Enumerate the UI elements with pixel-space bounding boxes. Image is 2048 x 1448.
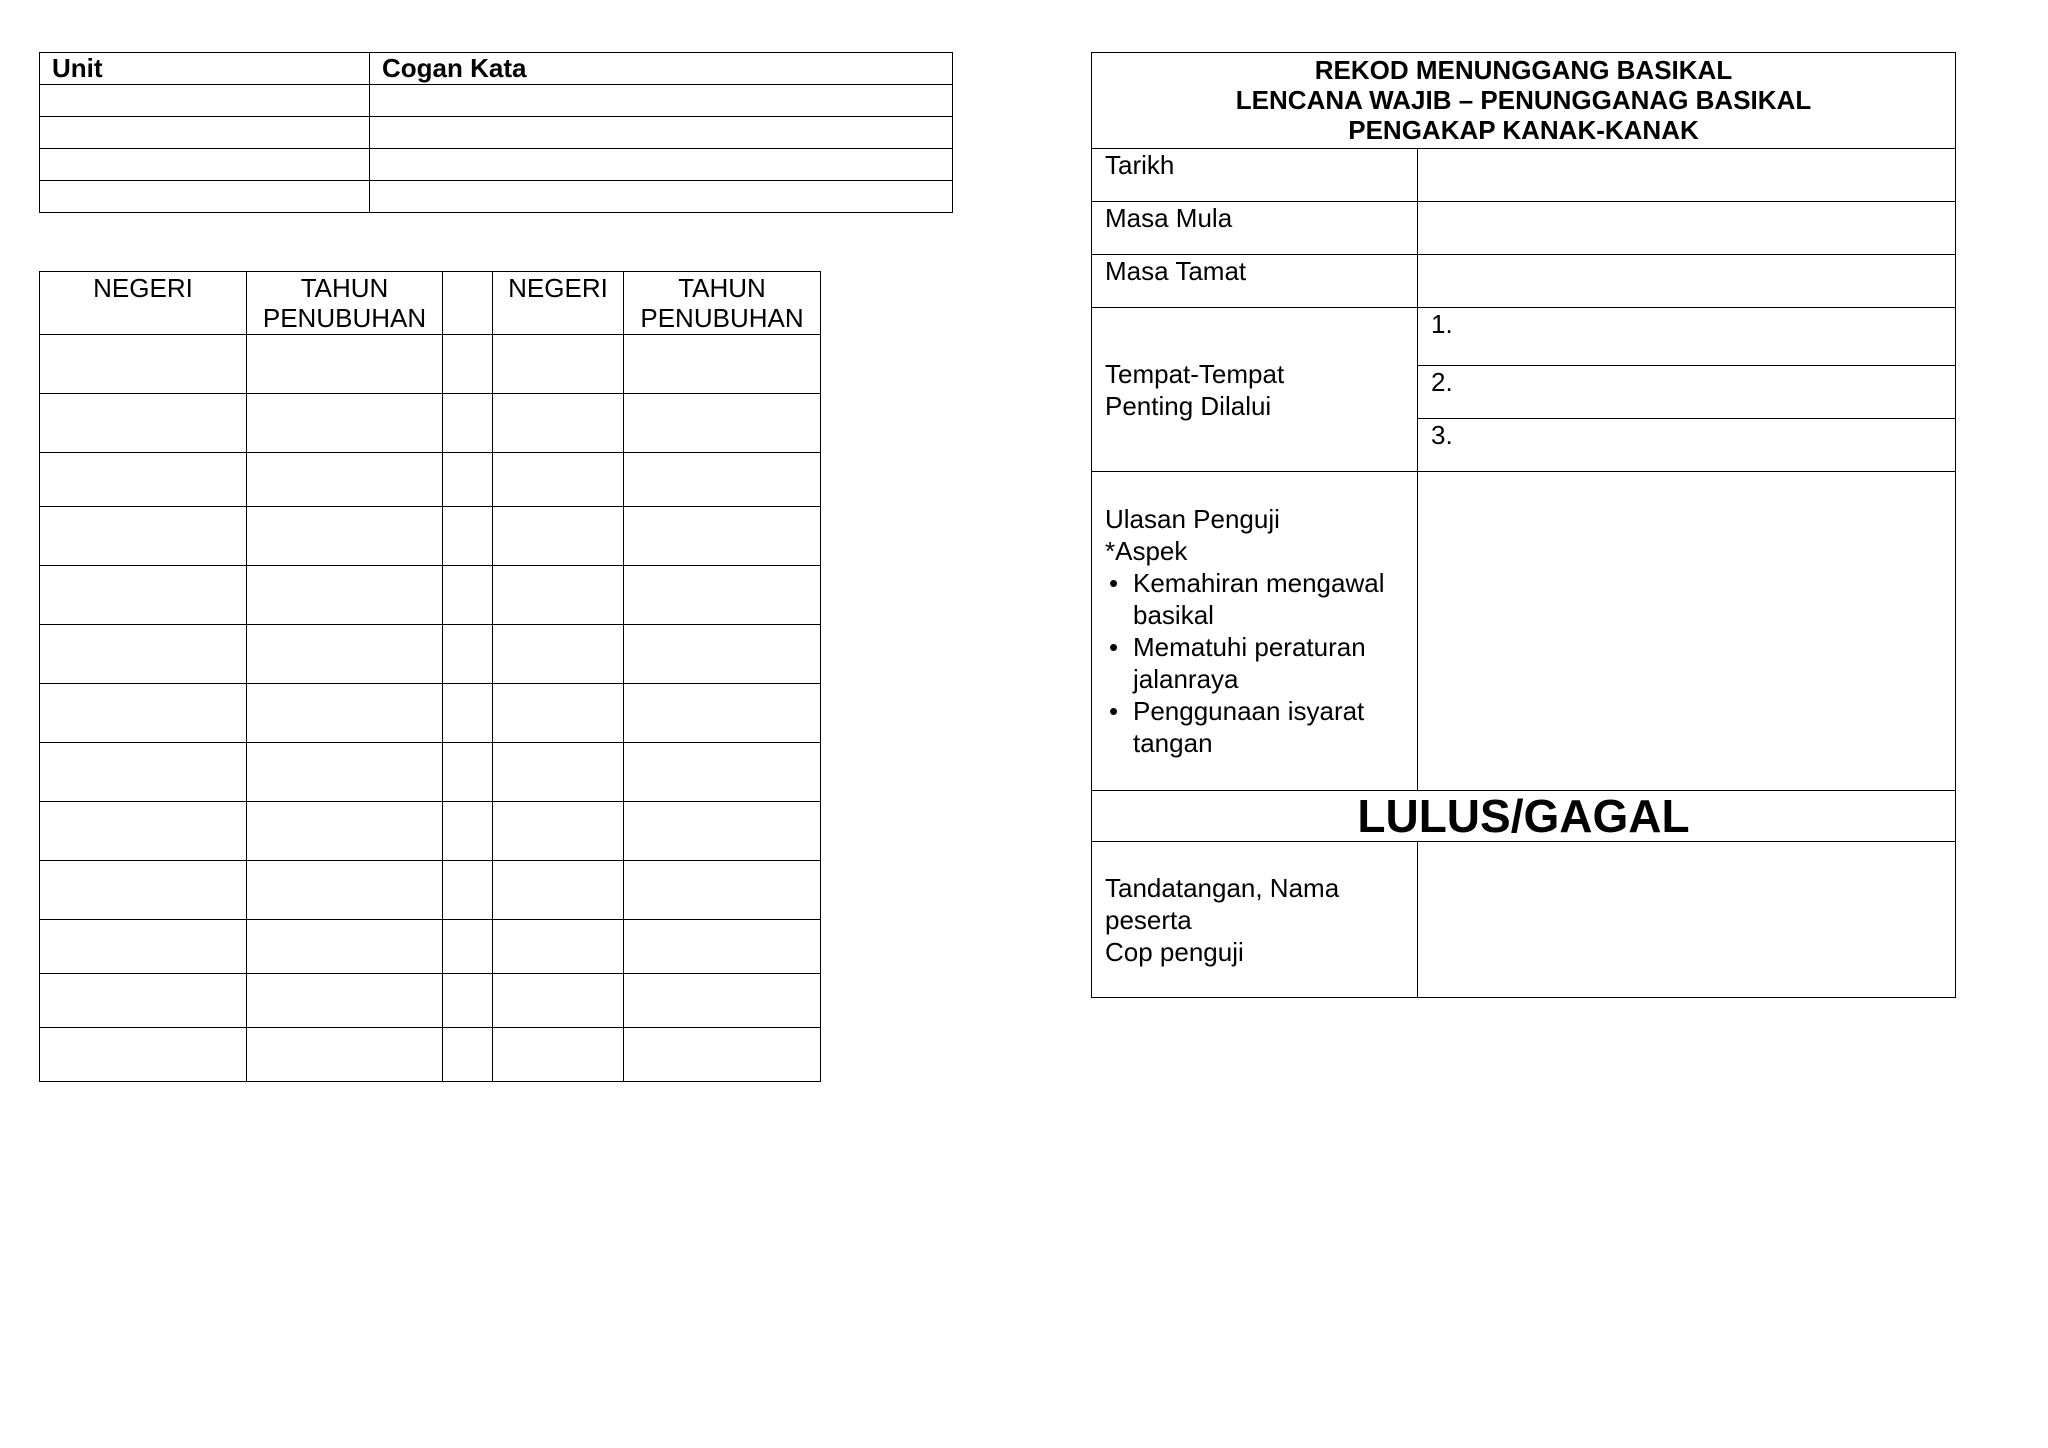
state-table-row [40,507,821,566]
spacer-field [443,335,493,394]
founding-year-field-right[interactable] [624,743,821,802]
bullet-icon: • [1109,568,1119,598]
date-field[interactable] [1418,149,1956,202]
aspect-item-text: Kemahiran mengawal basikal [1133,568,1385,630]
founding-year-field-right[interactable] [624,802,821,861]
aspect-item [1109,695,1417,759]
state-table-row [40,453,821,507]
start-time-row [1092,202,1956,255]
signature-label-line-2: peserta [1105,904,1192,935]
unit-table-header-row [40,53,953,85]
founding-year-field-right[interactable] [624,625,821,684]
places-label [1092,308,1418,472]
state-field-right[interactable] [493,566,624,625]
unit-motto-table [39,52,953,213]
signature-field[interactable] [1418,842,1956,998]
state-field-left[interactable] [40,394,247,453]
state-table-row [40,743,821,802]
record-title-line-1: REKOD MENUNGGANG BASIKAL [1314,55,1733,85]
spacer-field [443,566,493,625]
signature-row [1092,842,1956,998]
unit-table-row [40,117,953,149]
state-field-left[interactable] [40,625,247,684]
place-field-2[interactable]: 2. [1418,366,1956,419]
state-field-right[interactable] [493,1028,624,1082]
state-table-body [40,335,821,1082]
founding-year-field-right[interactable] [624,684,821,743]
aspect-list [1105,567,1417,759]
founding-year-field-left[interactable] [247,453,443,507]
end-time-label: Masa Tamat [1092,255,1418,308]
founding-year-field-right[interactable] [624,335,821,394]
motto-header: Cogan Kata [370,53,953,85]
founding-year-field-left[interactable] [247,920,443,974]
motto-field[interactable] [370,149,953,181]
signature-label [1092,842,1418,998]
state-table-row [40,802,821,861]
state-field-left[interactable] [40,920,247,974]
unit-field[interactable] [40,85,370,117]
unit-table-row [40,85,953,117]
state-field-right[interactable] [493,507,624,566]
spacer-field [443,684,493,743]
spacer-field [443,394,493,453]
places-label-line-2: Penting Dilalui [1105,390,1272,421]
unit-header: Unit [40,53,370,85]
unit-field[interactable] [40,149,370,181]
place-field-3[interactable]: 3. [1418,419,1956,472]
founding-year-field-left[interactable] [247,566,443,625]
state-header-right: NEGERI [493,272,624,335]
record-title-line-3: PENGAKAP KANAK-KANAK [1348,115,1699,145]
end-time-field[interactable] [1418,255,1956,308]
state-field-right[interactable] [493,335,624,394]
founding-year-field-right[interactable] [624,453,821,507]
motto-field[interactable] [370,85,953,117]
aspect-item [1109,631,1417,695]
founding-year-field-right[interactable] [624,566,821,625]
aspect-item-text: Penggunaan isyarat tangan [1133,696,1365,758]
unit-table-row [40,149,953,181]
review-label-cell [1092,472,1418,791]
state-table-row [40,394,821,453]
state-field-left[interactable] [40,1028,247,1082]
record-title [1092,53,1956,149]
end-time-row [1092,255,1956,308]
motto-field[interactable] [370,181,953,213]
review-field[interactable] [1418,472,1956,791]
state-table-row [40,861,821,920]
aspect-label: *Aspek [1105,536,1188,566]
state-field-left[interactable] [40,861,247,920]
spacer-field [443,974,493,1028]
spacer-field [443,625,493,684]
state-table-row [40,335,821,394]
state-table-row [40,566,821,625]
date-row [1092,149,1956,202]
founding-year-field-right[interactable] [624,507,821,566]
state-field-right[interactable] [493,625,624,684]
signature-label-line-3: Cop penguji [1105,936,1244,967]
founding-year-field-right[interactable] [624,394,821,453]
state-header-left: NEGERI [40,272,247,335]
state-founding-year-table [39,271,821,1082]
founding-year-field-right[interactable] [624,1028,821,1082]
date-label: Tarikh [1092,149,1418,202]
founding-year-field-left[interactable] [247,394,443,453]
aspect-item-text: Mematuhi peraturan jalanraya [1133,632,1366,694]
aspect-item [1109,567,1417,631]
founding-year-field-right[interactable] [624,861,821,920]
unit-field[interactable] [40,117,370,149]
pass-fail-result[interactable]: LULUS/GAGAL [1092,791,1956,842]
state-table-row [40,974,821,1028]
state-field-left[interactable] [40,743,247,802]
state-field-left[interactable] [40,335,247,394]
state-field-right[interactable] [493,684,624,743]
state-table-row [40,625,821,684]
start-time-field[interactable] [1418,202,1956,255]
review-row [1092,472,1956,791]
result-row [1092,791,1956,842]
founding-year-field-left[interactable] [247,1028,443,1082]
state-field-left[interactable] [40,453,247,507]
start-time-label: Masa Mula [1092,202,1418,255]
founding-year-field-left[interactable] [247,974,443,1028]
spacer-header [443,272,493,335]
unit-field[interactable] [40,181,370,213]
founding-year-field-left[interactable] [247,861,443,920]
state-field-right[interactable] [493,861,624,920]
state-table-row [40,1028,821,1082]
spacer-field [443,507,493,566]
record-title-line-2: LENCANA WAJIB – PENUNGGANAG BASIKAL [1235,85,1812,115]
review-label: Ulasan Penguji [1105,504,1280,534]
state-table-row [40,684,821,743]
record-title-row [1092,53,1956,149]
places-label-line-1: Tempat-Tempat [1105,358,1285,389]
state-field-right[interactable] [493,743,624,802]
founding-year-field-left[interactable] [247,684,443,743]
state-field-left[interactable] [40,974,247,1028]
founding-year-field-left[interactable] [247,743,443,802]
state-field-left[interactable] [40,566,247,625]
spacer-field [443,453,493,507]
place-field-1[interactable]: 1. [1418,308,1956,366]
state-field-right[interactable] [493,920,624,974]
founding-year-field-left[interactable] [247,802,443,861]
state-table-header-row [40,272,821,335]
founding-year-header-right: TAHUN PENUBUHAN [624,272,821,335]
state-field-left[interactable] [40,802,247,861]
state-field-right[interactable] [493,974,624,1028]
state-table-row [40,920,821,974]
motto-field[interactable] [370,117,953,149]
state-field-left[interactable] [40,684,247,743]
unit-table-row [40,181,953,213]
state-field-left[interactable] [40,507,247,566]
spacer-field [443,861,493,920]
founding-year-field-left[interactable] [247,335,443,394]
state-field-right[interactable] [493,394,624,453]
founding-year-field-left[interactable] [247,625,443,684]
spacer-field [443,743,493,802]
bullet-icon: • [1109,632,1119,662]
founding-year-header-left: TAHUN PENUBUHAN [247,272,443,335]
spacer-field [443,920,493,974]
founding-year-field-right[interactable] [624,920,821,974]
state-field-right[interactable] [493,802,624,861]
bullet-icon: • [1109,696,1119,726]
state-field-right[interactable] [493,453,624,507]
founding-year-field-right[interactable] [624,974,821,1028]
places-row-1 [1092,308,1956,366]
signature-label-line-1: Tandatangan, Nama [1105,872,1340,903]
spacer-field [443,802,493,861]
cycling-record-table [1091,52,1956,998]
spacer-field [443,1028,493,1082]
founding-year-field-left[interactable] [247,507,443,566]
